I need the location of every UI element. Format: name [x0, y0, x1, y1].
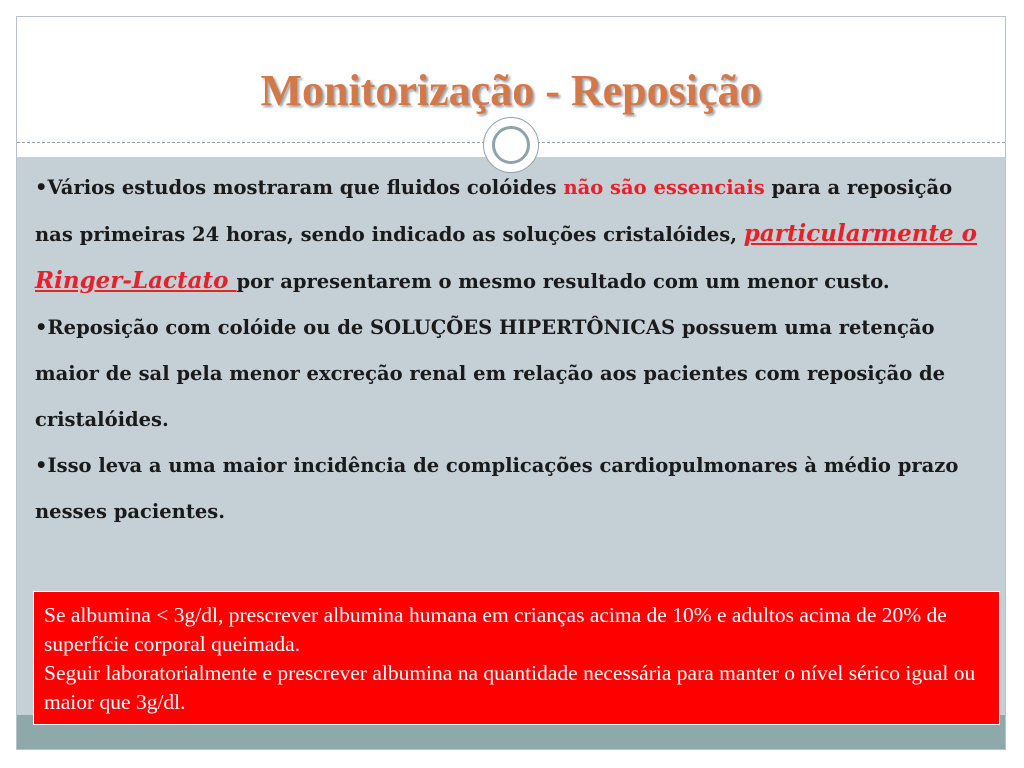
bullet-marker: •: [35, 176, 48, 199]
bullet-marker: •: [35, 454, 48, 477]
bullet-item-1: [35, 165, 985, 305]
callout-line-2: Seguir laboratorialmente e prescrever albumina na quantidade necessária para manter o nível sérico igual ou maior que 3g/dl.: [44, 661, 976, 714]
bullet-1-highlight: não são essenciais: [563, 176, 765, 199]
callout-line-1: Se albumina < 3g/dl, prescrever albumina humana em crianças acima de 10% e adultos acima de 20% de superfície corporal queimada.: [44, 603, 947, 656]
bullet-1-text-b: para a reposição nas primeiras 24 horas, sendo indicado as soluções cristalóides,: [35, 176, 953, 246]
bullet-item-2: [35, 305, 985, 443]
albumina-callout-box: [33, 591, 1000, 725]
bullet-2-text: Reposição com colóide ou de SOLUÇÕES HIPERTÔNICAS possuem uma retenção maior de sal pela menor excreção renal em relação aos pacientes com reposição de cristalóides.: [35, 316, 946, 431]
bullet-3-text: Isso leva a uma maior incidência de complicações cardiopulmonares à médio prazo nesses pacientes.: [35, 454, 959, 523]
bullet-1-emphasis-link: particularmente o Ringer-Lactato: [35, 220, 978, 294]
bullet-item-3: [35, 443, 985, 535]
bullet-marker: •: [35, 316, 48, 339]
slide-title: Monitorização - Reposição: [260, 66, 762, 115]
bullet-list: [35, 165, 985, 535]
bullet-1-text-a: Vários estudos mostraram que fluidos colóides: [47, 176, 564, 199]
bullet-1-text-c: por apresentarem o mesmo resultado com um menor custo.: [236, 270, 890, 293]
